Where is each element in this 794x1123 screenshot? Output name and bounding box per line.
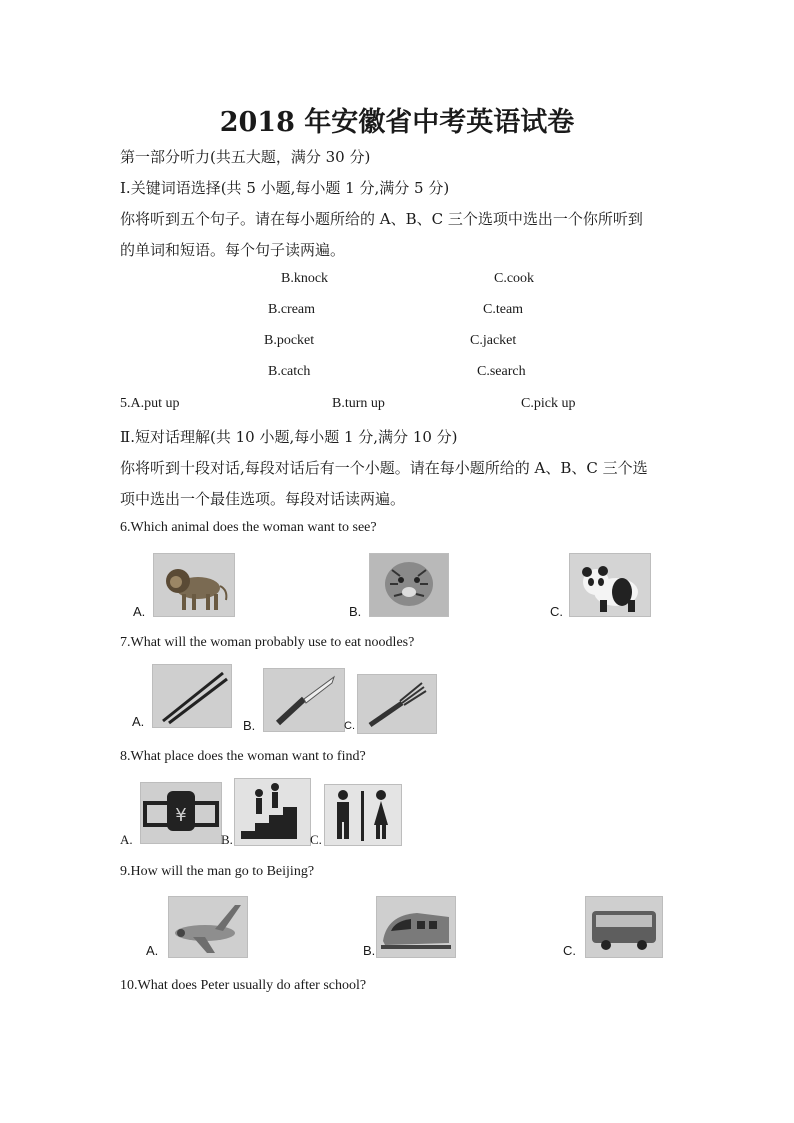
q2-option-b: B.cream bbox=[268, 302, 316, 317]
q9-option-a-label: A. bbox=[146, 943, 159, 958]
q7-option-c-label: C. bbox=[344, 720, 355, 732]
q6-text: 6.Which animal does the woman want to see? bbox=[120, 520, 377, 535]
page-title: 2018 年安徽省中考英语试卷 bbox=[219, 107, 575, 138]
q2-option-c: C.team bbox=[483, 302, 524, 317]
q10-text: 10.What does Peter usually do after school? bbox=[120, 978, 367, 993]
q5-option-b: B.turn up bbox=[332, 396, 385, 411]
section1-heading: I.关键词语选择(共 5 小题,每小题 1 分,满分 5 分) bbox=[120, 179, 450, 197]
q8-option-a-label: A. bbox=[120, 832, 133, 847]
q8-option-b-label: B. bbox=[221, 832, 233, 847]
q9-option-c-label: C. bbox=[563, 943, 576, 958]
q5-option-a: 5.A.put up bbox=[120, 396, 180, 411]
q7-text: 7.What will the woman probably use to eat noodles? bbox=[120, 635, 415, 650]
section1-instruction-cont: 的单词和短语。每个句子读两遍。 bbox=[120, 241, 346, 259]
fork-icon bbox=[357, 674, 437, 734]
airplane-icon bbox=[168, 896, 248, 958]
train-icon bbox=[376, 896, 456, 958]
q1-option-c: C.cook bbox=[494, 271, 535, 286]
section2-instruction-cont: 项中选出一个最佳选项。每段对话读两遍。 bbox=[120, 490, 406, 508]
q8-option-c-label: C. bbox=[310, 832, 322, 847]
q9-text: 9.How will the man go to Beijing? bbox=[120, 864, 315, 879]
restroom-icon bbox=[324, 784, 402, 846]
section1-instruction: 你将听到五个句子。请在每小题所给的 A、B、C 三个选项中选出一个你所听到 bbox=[120, 210, 643, 228]
panda-icon bbox=[569, 553, 651, 617]
q3-option-c: C.jacket bbox=[470, 333, 517, 348]
q7-option-a-label: A. bbox=[132, 714, 145, 729]
bank-icon bbox=[140, 782, 222, 844]
q7-option-b-label: B. bbox=[243, 718, 256, 733]
svg-text:¥: ¥ bbox=[175, 805, 187, 826]
q1-option-b: B.knock bbox=[281, 271, 329, 286]
lion-icon bbox=[153, 553, 235, 617]
q4-option-c: C.search bbox=[477, 364, 526, 379]
tiger-icon bbox=[369, 553, 449, 617]
stairs-icon bbox=[234, 778, 311, 846]
q9-option-b-label: B. bbox=[363, 943, 376, 958]
q3-option-b: B.pocket bbox=[264, 333, 315, 348]
knife-icon bbox=[263, 668, 345, 732]
q8-text: 8.What place does the woman want to find? bbox=[120, 749, 366, 764]
part-heading: 第一部分听力(共五大题，满分 30 分) bbox=[120, 148, 371, 166]
q6-option-c-label: C. bbox=[550, 604, 563, 619]
q6-option-a-label: A. bbox=[133, 604, 146, 619]
q6-option-b-label: B. bbox=[349, 604, 362, 619]
section2-heading: Ⅱ.短对话理解(共 10 小题,每小题 1 分,满分 10 分) bbox=[120, 428, 458, 446]
q4-option-b: B.catch bbox=[268, 364, 311, 379]
bus-icon bbox=[585, 896, 663, 958]
q5-option-c: C.pick up bbox=[521, 396, 576, 411]
chopsticks-icon bbox=[152, 664, 232, 728]
section2-instruction: 你将听到十段对话,每段对话后有一个小题。请在每小题所给的 A、B、C 三个选 bbox=[120, 459, 648, 477]
